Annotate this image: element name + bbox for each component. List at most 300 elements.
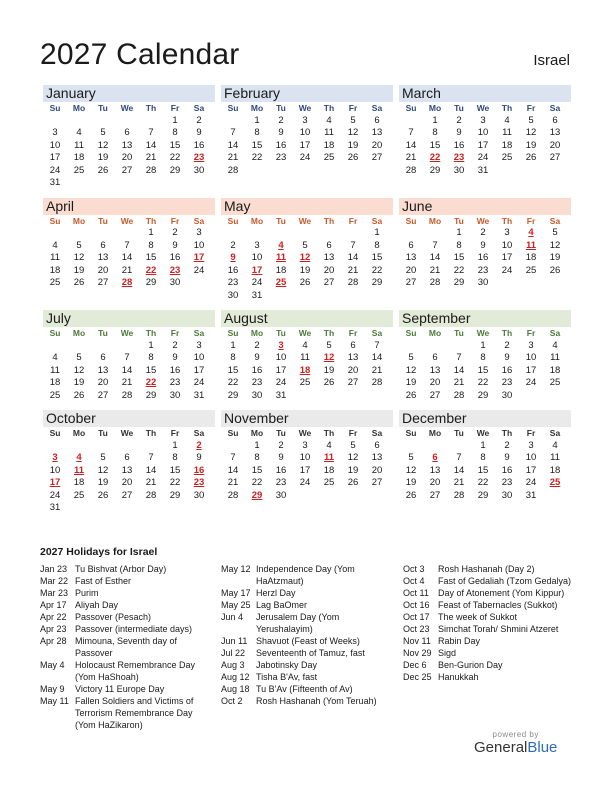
day-cell: 4 [52, 239, 58, 251]
holiday-name: Tisha B'Av, fast [256, 672, 318, 682]
day-cell: 6 [432, 352, 438, 363]
day-cell: 14 [429, 252, 441, 263]
day-cell: 22 [251, 152, 263, 163]
holiday-day-cell: 6 [432, 452, 438, 463]
day-cell: 2 [230, 239, 236, 251]
weekday-header: Sa [549, 103, 561, 113]
day-cell: 21 [429, 264, 441, 276]
day-cell: 7 [124, 239, 130, 251]
day-cell: 20 [429, 477, 441, 488]
holiday-day-cell: 29 [251, 489, 263, 501]
day-cell: 19 [323, 364, 335, 376]
holiday-name: Herzl Day [256, 588, 296, 598]
empty-cell [67, 340, 91, 353]
month-name: August [221, 310, 393, 327]
day-cell: 10 [251, 252, 263, 263]
empty-cell [221, 440, 245, 453]
day-cell: 9 [196, 127, 202, 138]
day-cell: 23 [501, 377, 513, 388]
day-cell: 10 [525, 452, 537, 463]
holiday-item [40, 623, 215, 635]
weekday-header: Tu [98, 103, 108, 113]
day-cell: 19 [525, 139, 537, 151]
day-cell: 17 [275, 364, 287, 376]
weekday-header: Fr [348, 215, 358, 226]
day-grid [221, 327, 393, 402]
day-cell: 3 [196, 339, 202, 351]
day-cell: 5 [528, 114, 534, 126]
day-cell: 15 [453, 252, 465, 263]
day-grid [399, 215, 571, 290]
day-cell: 29 [477, 389, 489, 401]
day-cell: 13 [549, 127, 561, 138]
day-cell: 6 [552, 114, 558, 126]
day-cell: 27 [347, 377, 359, 388]
day-cell: 26 [73, 277, 85, 288]
day-cell: 9 [196, 452, 202, 463]
month-august [218, 310, 396, 402]
day-cell: 3 [196, 227, 202, 238]
holiday-day-cell: 4 [528, 227, 534, 238]
day-cell: 23 [275, 477, 287, 488]
day-cell: 31 [49, 502, 61, 513]
weekday-header: We [120, 328, 134, 338]
holiday-name: Aliyah Day [75, 600, 119, 610]
day-cell: 27 [121, 164, 133, 176]
day-cell: 15 [429, 139, 441, 151]
day-cell: 18 [49, 264, 61, 276]
day-cell: 23 [501, 477, 513, 488]
day-cell: 24 [525, 477, 537, 488]
weekday-header: Tu [276, 428, 286, 438]
day-cell: 20 [429, 377, 441, 388]
day-cell: 10 [193, 239, 205, 251]
day-cell: 1 [230, 339, 236, 351]
holiday-day-cell: 3 [278, 339, 284, 351]
day-cell: 10 [299, 452, 311, 463]
day-cell: 5 [326, 339, 332, 351]
brand-logo[interactable] [474, 730, 557, 756]
empty-cell [91, 227, 115, 240]
month-name: February [221, 85, 393, 102]
weekday-header: We [476, 215, 490, 226]
day-cell: 7 [230, 452, 236, 463]
day-cell: 31 [275, 389, 287, 401]
holiday-date: Oct 3 [403, 564, 425, 574]
month-name: July [43, 310, 215, 327]
weekday-header: Sa [549, 328, 561, 338]
day-cell: 16 [169, 252, 181, 263]
day-cell: 12 [73, 364, 85, 376]
holiday-name: Lag BaOmer [256, 600, 308, 610]
day-cell: 11 [74, 139, 84, 151]
holiday-columns [40, 563, 580, 731]
day-cell: 27 [405, 277, 417, 288]
weekday-header: Tu [98, 328, 108, 338]
day-grid [221, 215, 393, 303]
holiday-name: Passover (Pesach) [75, 612, 152, 622]
day-cell: 23 [169, 377, 181, 388]
day-cell: 23 [275, 152, 287, 163]
day-cell: 18 [323, 139, 335, 151]
weekday-header: Th [145, 328, 157, 338]
day-cell: 7 [374, 339, 380, 351]
day-cell: 21 [453, 377, 465, 388]
holiday-date: Jun 4 [221, 612, 244, 622]
day-grid [221, 102, 393, 177]
weekday-header: Mo [428, 328, 442, 338]
day-cell: 21 [371, 364, 383, 376]
weekday-header: Mo [72, 103, 86, 113]
holiday-day-cell: 23 [453, 152, 465, 163]
day-cell: 24 [477, 152, 489, 163]
holiday-item [40, 659, 215, 683]
day-cell: 28 [371, 377, 383, 388]
empty-cell [115, 227, 139, 240]
day-cell: 17 [193, 364, 205, 376]
day-cell: 27 [97, 389, 109, 401]
holiday-date: May 25 [221, 600, 251, 610]
holiday-item [403, 587, 574, 599]
day-cell: 27 [323, 277, 335, 288]
day-cell: 16 [501, 364, 513, 376]
day-cell: 17 [525, 464, 537, 476]
holiday-name: Day of Atonement (Yom Kippur) [438, 588, 565, 598]
brand-name [474, 739, 557, 756]
day-cell: 9 [278, 127, 284, 138]
day-cell: 13 [97, 364, 109, 376]
weekday-header: Sa [193, 215, 205, 226]
day-cell: 28 [429, 277, 441, 288]
day-cell: 4 [552, 439, 558, 451]
day-cell: 19 [299, 264, 311, 276]
day-cell: 26 [405, 389, 417, 401]
holiday-name: Hanukkah [438, 672, 479, 682]
day-cell: 10 [299, 127, 311, 138]
month-october [40, 410, 218, 515]
day-cell: 27 [371, 477, 383, 488]
quarter-row [40, 410, 574, 515]
day-cell: 10 [49, 139, 61, 151]
holiday-day-cell: 23 [193, 152, 205, 163]
day-cell: 1 [480, 439, 486, 451]
day-cell: 7 [350, 239, 356, 251]
weekday-header: Fr [170, 103, 180, 113]
day-cell: 11 [300, 352, 310, 363]
day-cell: 29 [227, 389, 239, 401]
day-cell: 2 [254, 339, 260, 351]
holiday-date: Oct 4 [403, 576, 425, 586]
weekday-header: Tu [276, 328, 286, 338]
day-cell: 9 [172, 239, 178, 251]
day-cell: 13 [121, 139, 133, 151]
quarter-row [40, 310, 574, 402]
day-cell: 12 [405, 364, 417, 376]
day-grid [221, 427, 393, 502]
day-cell: 14 [145, 139, 157, 151]
holiday-name: Tu Bishvat (Arbor Day) [75, 564, 167, 574]
holiday-name: Fallen Soldiers and Victims of Terrorism Remembrance Day (Yom HaZikaron) [75, 696, 194, 730]
empty-cell [447, 440, 471, 453]
holiday-date: Apr 23 [40, 624, 67, 634]
day-cell: 15 [251, 464, 263, 476]
day-cell: 24 [299, 152, 311, 163]
weekday-header: Su [227, 103, 239, 113]
empty-cell [293, 227, 317, 240]
page-title: 2027 Calendar [40, 38, 240, 71]
day-cell: 29 [169, 489, 181, 501]
day-cell: 4 [326, 439, 332, 451]
day-cell: 2 [504, 339, 510, 351]
day-cell: 1 [432, 114, 438, 126]
holiday-day-cell: 22 [145, 377, 157, 388]
holiday-date: Jul 22 [221, 648, 246, 658]
empty-cell [91, 340, 115, 353]
day-cell: 1 [374, 227, 380, 238]
holiday-name: Purim [75, 588, 99, 598]
holiday-date: Dec 25 [403, 672, 432, 682]
month-name: November [221, 410, 393, 427]
day-cell: 6 [124, 127, 130, 138]
day-cell: 30 [227, 289, 239, 301]
day-cell: 10 [49, 464, 61, 476]
weekday-header: Fr [170, 428, 180, 438]
brand-blue: Blue [527, 739, 558, 756]
holiday-date: May 4 [40, 660, 65, 670]
holiday-date: May 17 [221, 588, 251, 598]
day-cell: 11 [550, 352, 560, 363]
day-cell: 28 [453, 489, 465, 501]
weekday-header: We [298, 328, 312, 338]
weekday-header: We [476, 428, 490, 438]
day-cell: 24 [299, 477, 311, 488]
day-cell: 28 [121, 389, 133, 401]
weekday-header: Fr [526, 215, 536, 226]
day-cell: 13 [97, 252, 109, 263]
month-june [396, 198, 574, 303]
day-cell: 28 [453, 389, 465, 401]
month-january [40, 85, 218, 190]
holiday-item [403, 635, 574, 647]
holiday-date: May 11 [40, 696, 69, 706]
weekday-header: We [120, 103, 134, 113]
day-cell: 7 [408, 127, 414, 138]
day-cell: 2 [172, 339, 178, 351]
quarter-row [40, 85, 574, 190]
day-cell: 8 [480, 452, 486, 463]
day-cell: 13 [429, 364, 441, 376]
day-cell: 15 [251, 139, 263, 151]
day-cell: 30 [193, 164, 205, 176]
holiday-list [40, 546, 580, 731]
day-cell: 18 [49, 377, 61, 388]
empty-cell [67, 440, 91, 453]
day-cell: 8 [148, 239, 154, 251]
holiday-item [221, 611, 397, 635]
holiday-name: Passover (intermediate days) [75, 624, 193, 634]
empty-cell [43, 227, 67, 240]
day-cell: 26 [97, 164, 109, 176]
day-cell: 1 [456, 227, 462, 238]
day-cell: 16 [275, 139, 287, 151]
day-cell: 12 [73, 252, 85, 263]
holiday-name: Independence Day (Yom HaAtzmaut) [256, 564, 355, 586]
holiday-name: Fast of Gedaliah (Tzom Gedalya) [438, 576, 572, 586]
day-cell: 11 [50, 364, 60, 376]
day-cell: 26 [323, 377, 335, 388]
day-cell: 15 [371, 252, 383, 263]
day-cell: 15 [169, 139, 181, 151]
weekday-header: Mo [72, 215, 86, 226]
holiday-day-cell: 4 [278, 239, 284, 251]
day-cell: 15 [477, 364, 489, 376]
holiday-name: The week of Sukkot [438, 612, 518, 622]
weekday-header: We [298, 103, 312, 113]
day-cell: 18 [73, 152, 85, 163]
day-cell: 5 [302, 239, 308, 251]
weekday-header: Mo [250, 328, 264, 338]
day-cell: 8 [172, 452, 178, 463]
empty-cell [43, 340, 67, 353]
day-cell: 22 [169, 477, 181, 488]
empty-cell [67, 115, 91, 128]
day-cell: 12 [525, 127, 537, 138]
holiday-item [40, 599, 215, 611]
empty-cell [423, 227, 447, 240]
day-cell: 30 [501, 389, 513, 401]
day-cell: 20 [97, 377, 109, 388]
day-cell: 1 [480, 339, 486, 351]
day-cell: 31 [193, 389, 205, 401]
holiday-name: Tu B'Av (Fifteenth of Av) [256, 684, 353, 694]
day-cell: 6 [374, 114, 380, 126]
holiday-item [221, 563, 397, 587]
day-cell: 9 [254, 352, 260, 363]
day-cell: 18 [73, 477, 85, 488]
empty-cell [221, 115, 245, 128]
day-cell: 19 [549, 252, 561, 263]
holiday-item [403, 599, 574, 611]
day-cell: 27 [429, 389, 441, 401]
day-cell: 28 [347, 277, 359, 288]
month-name: December [399, 410, 571, 427]
day-grid [399, 327, 571, 402]
day-cell: 29 [371, 277, 383, 288]
weekday-header: Fr [526, 103, 536, 113]
day-cell: 28 [227, 164, 239, 176]
day-cell: 19 [73, 377, 85, 388]
day-cell: 30 [169, 389, 181, 401]
holiday-day-cell: 25 [549, 477, 561, 488]
weekday-header: Fr [348, 103, 358, 113]
month-name: June [399, 198, 571, 215]
day-cell: 7 [456, 452, 462, 463]
weekday-header: Mo [428, 215, 442, 226]
weekday-header: Su [227, 428, 239, 438]
day-cell: 16 [169, 364, 181, 376]
month-name: September [399, 310, 571, 327]
day-cell: 27 [429, 489, 441, 501]
weekday-header: Mo [250, 215, 264, 226]
empty-cell [115, 340, 139, 353]
day-cell: 5 [552, 227, 558, 238]
day-cell: 7 [124, 352, 130, 363]
weekday-header: Sa [371, 215, 383, 226]
day-cell: 21 [227, 477, 239, 488]
holiday-name: Rabin Day [438, 636, 481, 646]
day-cell: 8 [456, 239, 462, 251]
day-cell: 13 [405, 252, 417, 263]
month-november [218, 410, 396, 515]
weekday-header: Mo [250, 428, 264, 438]
day-cell: 18 [323, 464, 335, 476]
day-cell: 20 [347, 364, 359, 376]
day-cell: 3 [52, 127, 58, 138]
holiday-day-cell: 17 [251, 264, 263, 276]
day-cell: 3 [480, 114, 486, 126]
holiday-name: Victory 11 Europe Day [75, 684, 165, 694]
day-cell: 7 [456, 352, 462, 363]
holiday-date: Aug 18 [221, 684, 250, 694]
day-cell: 22 [453, 264, 465, 276]
holiday-column [221, 563, 403, 731]
day-cell: 16 [193, 139, 205, 151]
day-cell: 4 [302, 339, 308, 351]
weekday-header: Tu [454, 215, 464, 226]
day-cell: 22 [477, 477, 489, 488]
month-september [396, 310, 574, 402]
weekday-header: Fr [170, 328, 180, 338]
day-cell: 20 [549, 139, 561, 151]
day-cell: 9 [278, 452, 284, 463]
holiday-name: Jabotinsky Day [256, 660, 318, 670]
day-cell: 12 [405, 464, 417, 476]
holiday-day-cell: 11 [73, 464, 85, 476]
weekday-header: Th [145, 103, 157, 113]
day-cell: 3 [504, 227, 510, 238]
holiday-day-cell: 12 [299, 252, 311, 263]
empty-cell [447, 340, 471, 353]
holiday-name: Jerusalem Day (Yom Yerushalayim) [256, 612, 340, 634]
weekday-header: Fr [348, 428, 358, 438]
empty-cell [91, 440, 115, 453]
holiday-day-cell: 18 [299, 364, 311, 376]
empty-cell [43, 440, 67, 453]
day-cell: 8 [254, 127, 260, 138]
day-cell: 9 [456, 127, 462, 138]
month-december [396, 410, 574, 515]
weekday-header: Su [227, 215, 239, 226]
day-cell: 31 [251, 289, 263, 301]
day-cell: 18 [275, 264, 287, 276]
day-cell: 20 [405, 264, 417, 276]
day-cell: 27 [97, 277, 109, 288]
day-cell: 2 [196, 114, 202, 126]
month-february [218, 85, 396, 190]
day-cell: 8 [432, 127, 438, 138]
holiday-date: Apr 17 [40, 600, 67, 610]
day-cell: 10 [501, 239, 513, 251]
day-grid [399, 427, 571, 502]
day-cell: 11 [324, 127, 334, 138]
day-cell: 30 [193, 489, 205, 501]
day-cell: 13 [429, 464, 441, 476]
empty-cell [221, 227, 245, 240]
day-cell: 18 [549, 364, 561, 376]
day-cell: 29 [429, 164, 441, 176]
day-cell: 2 [172, 227, 178, 238]
month-name: April [43, 198, 215, 215]
